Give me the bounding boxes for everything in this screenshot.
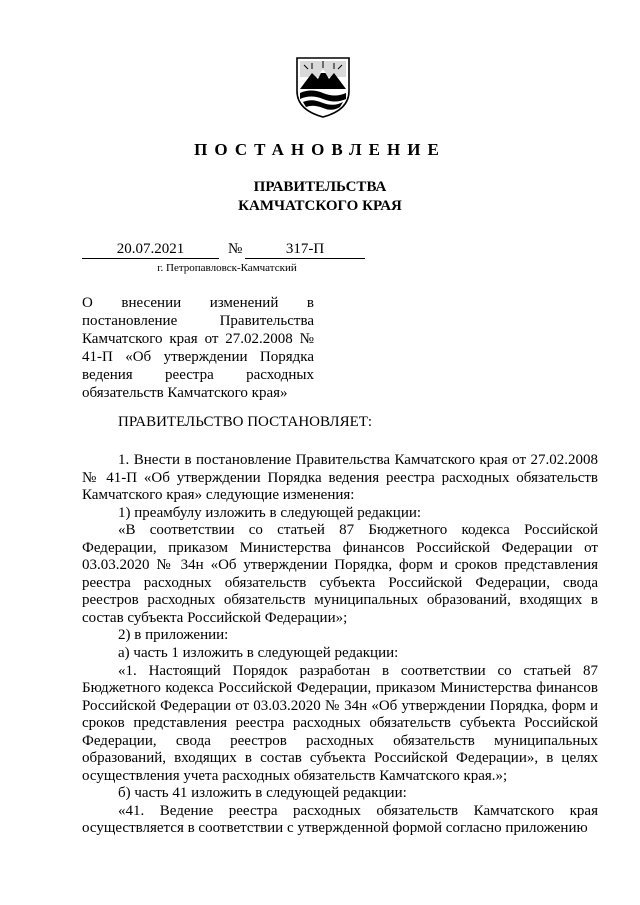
- city-line: г. Петропавловск-Камчатский: [157, 262, 297, 274]
- date-number-block: [82, 240, 372, 280]
- body-paragraph: «41. Ведение реестра расходных обязательств Камчатского края осуществляется в соответствии с утвержденной формой согласно приложению: [82, 802, 598, 837]
- body-paragraph: а) часть 1 изложить в следующей редакции:: [118, 645, 399, 662]
- subject-block: О внесении изменений в постановление Правительства Камчатского края от 27.02.2008 № 41-П «Об утверждении Порядка ведения реестра расходных обязательств Камчатского края»: [82, 295, 314, 401]
- number-sign: №: [228, 241, 243, 257]
- document-body: [82, 452, 598, 838]
- document-number: 317-П: [245, 240, 365, 259]
- issuer-line-2: КАМЧАТСКОГО КРАЯ: [238, 198, 402, 214]
- issuer-line-1: ПРАВИТЕЛЬСТВА: [253, 179, 387, 195]
- body-paragraph: «1. Настоящий Порядок разработан в соответствии со статьей 87 Бюджетного кодекса Российской Федерации, приказом Министерства финансов Российской Федерации от 03.03.2020 № 34н «Об утверждении Порядка, форм и сроков представления реестра расходных обязательств субъекта Российской Федерации, свода реестров расходных обязательств муниципальных образований, входящих в состав субъекта Российской Федерации», в целях осуществления учета расходных обязательств Камчатского края.»;: [82, 662, 598, 784]
- document-title: ПОСТАНОВЛЕНИЕ: [194, 140, 446, 159]
- coat-of-arms-emblem: [294, 55, 352, 119]
- body-paragraph: 2) в приложении:: [118, 627, 229, 644]
- document-date: 20.07.2021: [82, 240, 219, 259]
- body-paragraph: 1. Внести в постановление Правительства Камчатского края от 27.02.2008 № 41-П «Об утверждении Порядка ведения реестра расходных обязательств Камчатского края» следующие изменения:: [82, 452, 598, 504]
- body-paragraph: б) часть 41 изложить в следующей редакции:: [118, 785, 407, 802]
- body-paragraph: «В соответствии со статьей 87 Бюджетного кодекса Российской Федерации, приказом Министерства финансов Российской Федерации от 03.03.2020 № 34н «Об утверждении Порядка, форм и сроков представления реестра расходных обязательств субъекта Российской Федерации, свода реестров расходных обязательств муниципальных образований, входящих в состав субъекта Российской Федерации»;: [82, 522, 598, 626]
- issuer-block: [0, 178, 640, 216]
- decree-heading: ПРАВИТЕЛЬСТВО ПОСТАНОВЛЯЕТ:: [118, 414, 373, 430]
- body-paragraph: 1) преамбулу изложить в следующей редакции:: [118, 504, 422, 521]
